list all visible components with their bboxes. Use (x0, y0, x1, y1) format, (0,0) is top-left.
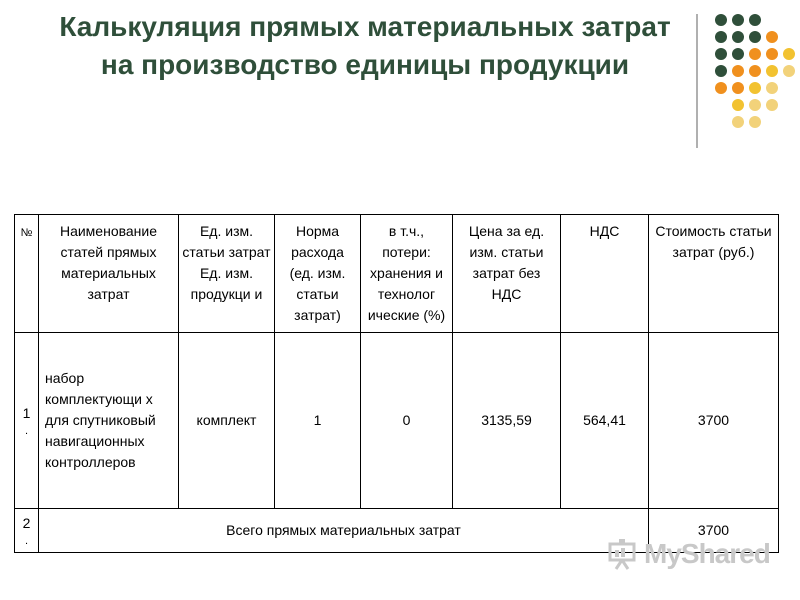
header-price-no-vat: Цена за ед. изм. статьи затрат без НДС (453, 215, 561, 333)
total-number-dot: . (24, 535, 29, 547)
table-row (15, 333, 779, 509)
watermark-text: MyShared (644, 538, 770, 569)
header-vat: НДС (561, 215, 649, 333)
decor-dot (715, 48, 727, 60)
total-cost: 3700 (649, 509, 779, 553)
decor-dot (749, 82, 761, 94)
total-row-number (15, 509, 39, 553)
decor-dot (766, 99, 778, 111)
slide-title: Калькуляция прямых материальных затрат на производство единицы продукции (59, 11, 671, 80)
decor-dot (749, 31, 761, 43)
decor-dot (732, 99, 744, 111)
decor-dot (715, 14, 727, 26)
header-item-name: Наименование статей прямых материальных затрат (39, 215, 179, 333)
row-number-dot: . (24, 425, 29, 437)
row-number (15, 333, 39, 509)
cost-calculation-table (14, 214, 779, 553)
decor-dot (715, 82, 727, 94)
decor-dot (783, 65, 795, 77)
decor-dot (732, 116, 744, 128)
decor-dot (766, 48, 778, 60)
decor-dot (749, 116, 761, 128)
decor-dot (749, 99, 761, 111)
header-consumption-norm: Норма расхода (ед. изм. статьи затрат) (275, 215, 361, 333)
decor-dot (749, 14, 761, 26)
decor-dot (732, 65, 744, 77)
header-unit: Ед. изм. статьи затрат Ед. изм. продукци и (179, 215, 275, 333)
decor-dot (766, 31, 778, 43)
total-label: Всего прямых материальных затрат (39, 509, 649, 553)
total-number-digit: 2 (22, 515, 31, 531)
decor-dot (749, 65, 761, 77)
item-unit: комплект (179, 333, 275, 509)
decorative-divider (696, 14, 698, 148)
decor-dot (715, 31, 727, 43)
decor-dot (732, 31, 744, 43)
header-cost: Стоимость статьи затрат (руб.) (649, 215, 779, 333)
header-number: № (15, 215, 39, 333)
decor-dot (715, 65, 727, 77)
presentation-board-icon (604, 536, 640, 572)
myshared-watermark (604, 534, 774, 574)
decor-dot (732, 14, 744, 26)
decorative-dot-grid (700, 10, 800, 130)
decor-dot (749, 48, 761, 60)
decor-dot (766, 82, 778, 94)
decor-dot (783, 48, 795, 60)
decor-dot (766, 65, 778, 77)
decor-dot (732, 48, 744, 60)
decor-dot (732, 82, 744, 94)
header-losses: в т.ч., потери: хранения и технолог ические (%) (361, 215, 453, 333)
item-vat: 564,41 (561, 333, 649, 509)
item-cost: 3700 (649, 333, 779, 509)
row-number-digit: 1 (22, 405, 31, 421)
table-header-row (15, 215, 779, 333)
item-name: набор комплектующи х для спутниковый навигационных контроллеров (39, 333, 179, 509)
item-norm: 1 (275, 333, 361, 509)
item-loss: 0 (361, 333, 453, 509)
item-price: 3135,59 (453, 333, 561, 509)
